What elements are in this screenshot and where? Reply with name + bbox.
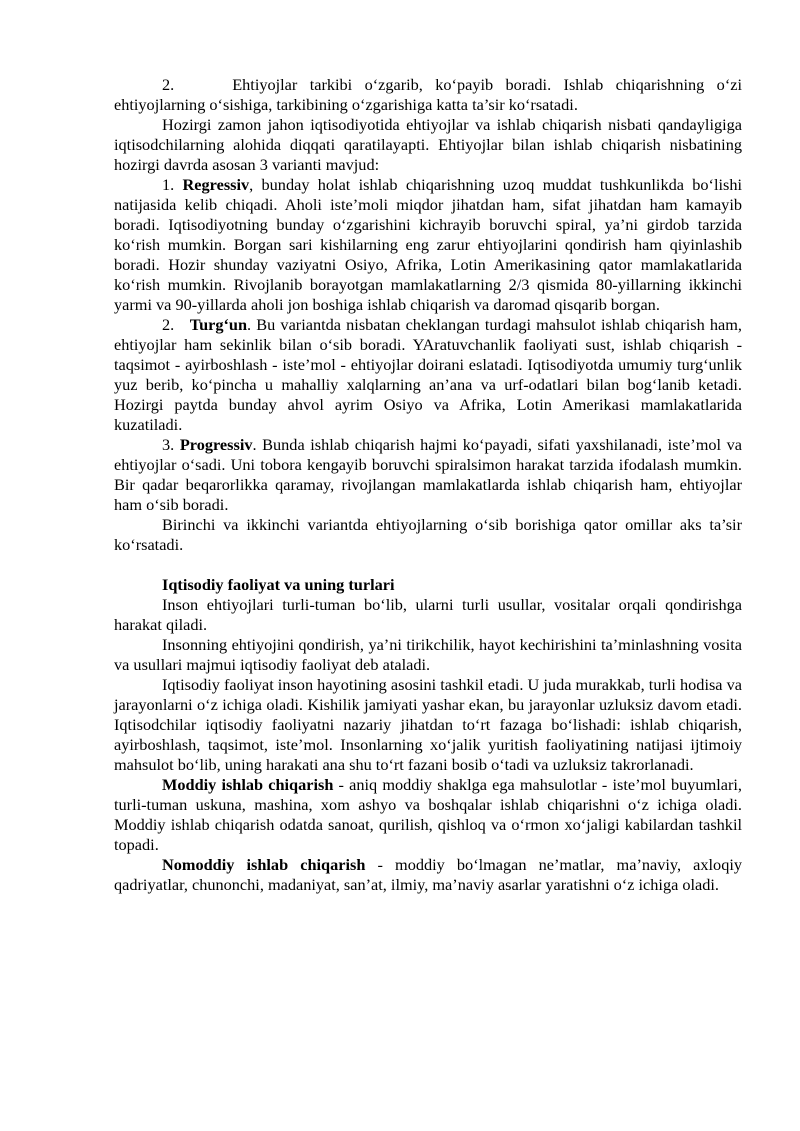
paragraph-stagnant [114, 315, 742, 435]
term-material-production: Moddiy ishlab chiqarish [162, 775, 334, 794]
paragraph-text: . Bunda ishlab chiqarish hajmi ko‘payadi, sifati yaxshilanadi, iste’mol va ehtiyojlar o‘sadi. Uni tobora kengayib boruvchi spiralsimon harakat tarzida ifodalash mumkin. Bir qadar beqarorlikka qaramay, rivojlangan mamlakatlarda ishlab chiqarish ham, ehtiyojlar ham o‘sib boradi. [114, 435, 742, 514]
paragraph-text: - aniq moddiy shaklga ega mahsulotlar - iste’mol buyumlari, turli-tuman uskuna, mashina, xom ashyo va boshqalar ishlab chiqarishni o‘z ichiga oladi. Moddiy ishlab chiqarish odatda sanoat, qurilish, qishloq va o‘rmon xo‘jaligi kabilardan tashkil topadi. [114, 775, 742, 854]
list-number: 3. [162, 435, 175, 454]
term-progressive: Progressiv [179, 435, 253, 454]
paragraph-modern-economy: Hozirgi zamon jahon iqtisodiyotida ehtiyojlar va ishlab chiqarish nisbati qandayligiga iqtisodchilarning alohida diqqati qaratilayapti. Ehtiyojlar bilan ishlab chiqarish nisbatining hozirgi davrda asosan 3 varianti mavjud: [114, 115, 742, 174]
paragraph-text: , bunday holat ishlab chiqarishning uzoq muddat tushkunlikda bo‘lishi natijasida kelib chiqadi. Aholi iste’moli miqdor jihatdan ham, sifat jihatdan ham kamayib boradi. Iqtisodiyotning bunday o‘zgarishini kichrayib boruvchi spiral, ya’ni girdob tarzida ko‘rish mumkin. Borgan sari kishilarning eng zarur ehtiyojlarini qondirish ham qiyinlashib boradi. Hozir shunday vaziyatni Osiyo, Afrika, Lotin Amerikasining qator mamlakatlarida ko‘rish mumkin. Rivojlanib borayotgan mamlakatlarning 2/3 qismida 80-yillarning ikkinchi yarmi va 90-yillarda aholi jon boshiga ishlab chiqarish va daromad qisqarib borgan. [114, 175, 743, 314]
paragraph-material-production [114, 775, 742, 855]
spacer [114, 555, 742, 575]
paragraph-economic-activity-definition: Insonning ehtiyojini qondirish, ya’ni tirikchilik, hayot kechirishini ta’minlashning vosita va usullari majmui iqtisodiy faoliyat deb ataladi. [114, 635, 742, 674]
term-stagnant: Turg‘un [189, 315, 248, 334]
paragraph-four-phases: Iqtisodiy faoliyat inson hayotining asosini tashkil etadi. U juda murakkab, turli hodisa va jarayonlarni o‘z ichiga oladi. Kishilik jamiyati yashar ekan, bu jarayonlar uzluksiz davom etadi. Iqtisodchilar iqtisodiy faoliyatni nazariy jihatdan to‘rt fazaga bo‘lishadi: ishlab chiqarish, ayirboshlash, taqsimot, iste’mol. Insonlarning xo‘jalik yuritish faoliyatining natijasi ijtimoiy mahsulot bo‘lib, uning harakati ana shu to‘rt fazani bosib o‘tadi va uzluksiz takrorlanadi. [114, 675, 742, 774]
paragraph-text: . Bu variantda nisbatan cheklangan turdagi mahsulot ishlab chiqarish ham, ehtiyojlar ham sekinlik bilan o‘sib boradi. YAratuvchanlik faoliyati sust, ishlab chiqarish - taqsimot - ayirboshlash - iste’mol - ehtiyojlar doirani eslatadi. Iqtisodiyotda umumiy turg‘unlik yuz berib, ko‘pincha u mahalliy xalqlarning an’ana va urf-odatlari bilan bog‘lanib ketadi. Hozirgi paytda bunday ahvol ayrim Osiyo va Afrika, Lotin Amerikasi mamlakatlarida kuzatiladi. [114, 315, 742, 434]
paragraph-human-needs: Inson ehtiyojlari turli-tuman bo‘lib, ularni turli usullar, vositalar orqali qondirishga harakat qiladi. [114, 595, 742, 634]
section-heading: Iqtisodiy faoliyat va uning turlari [162, 575, 395, 594]
paragraph-needs-structure [114, 75, 742, 115]
list-number: 2. [162, 315, 175, 334]
list-number: 1. [162, 175, 175, 194]
paragraph-first-second-variant: Birinchi va ikkinchi variantda ehtiyojlarning o‘sib borishiga qator omillar aks ta’sir ko‘rsatadi. [114, 515, 742, 554]
list-number: 2. [162, 75, 175, 94]
paragraph-text: - moddiy bo‘lmagan ne’matlar, ma’naviy, axloqiy qadriyatlar, chunonchi, madaniyat, san’at, ilmiy, ma’naviy asarlar yaratishni o‘z ichiga oladi. [114, 855, 743, 894]
paragraph-nonmaterial-production [114, 855, 742, 895]
document-page [114, 75, 742, 895]
term-nonmaterial-production: Nomoddiy ishlab chiqarish [162, 855, 366, 874]
paragraph-text: Ehtiyojlar tarkibi o‘zgarib, ko‘payib boradi. Ishlab chiqarishning o‘zi ehtiyojlarning o‘sishiga, tarkibining o‘zgarishiga katta ta’sir ko‘rsatadi. [114, 75, 742, 114]
term-regressive: Regressiv [182, 175, 250, 194]
paragraph-progressive [114, 435, 742, 515]
paragraph-regressive [114, 175, 742, 315]
